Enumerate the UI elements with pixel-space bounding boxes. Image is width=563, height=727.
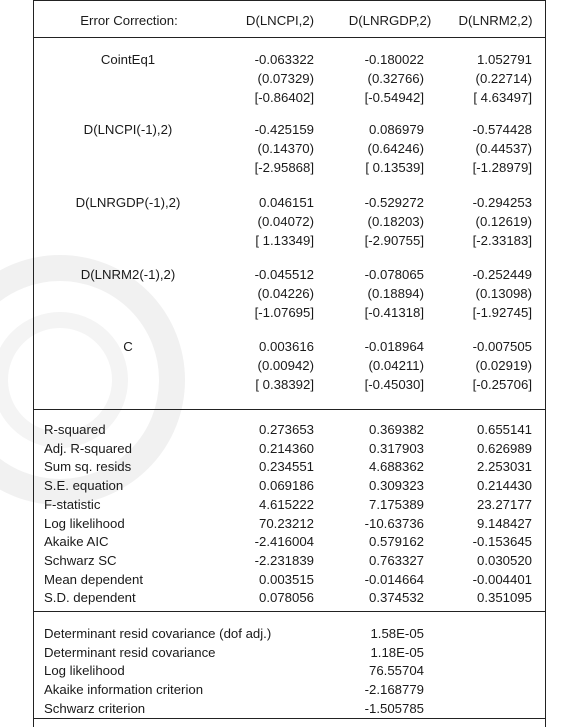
table-left-border	[33, 0, 34, 727]
t-statistic-c1: [-2.95868]	[254, 160, 314, 175]
coefficient-c3: -0.574428	[472, 122, 532, 137]
stat-label: S.E. equation	[44, 478, 124, 494]
stat-label: Log likelihood	[44, 515, 125, 531]
t-statistic-c3: [-0.25706]	[472, 377, 532, 392]
stat-value-c1: 4.615222	[258, 496, 314, 512]
stat-value-c2: 0.579162	[368, 534, 424, 550]
std-error-c1: (0.04226)	[257, 286, 314, 301]
std-error-c3: (0.44537)	[475, 141, 532, 156]
system-stat-value: 76.55704	[368, 663, 424, 679]
row-label: CointEq1	[100, 52, 156, 67]
system-stat-label: Determinant resid covariance (dof adj.)	[44, 626, 272, 641]
std-error-c2: (0.04211)	[368, 358, 424, 373]
coefficient-c3: -0.252449	[472, 267, 532, 282]
stat-value-c1: -2.231839	[254, 552, 314, 568]
t-statistic-c1: [ 1.13349]	[255, 233, 314, 248]
system-stat-label: Schwarz criterion	[44, 700, 146, 716]
stat-value-c3: 0.351095	[476, 590, 532, 606]
std-error-c3: (0.12619)	[475, 214, 532, 229]
std-error-c3: (0.02919)	[475, 358, 532, 373]
stat-value-c2: 0.317903	[368, 440, 424, 456]
t-statistic-c3: [-1.28979]	[472, 160, 532, 175]
stat-value-c3: 9.148427	[476, 515, 532, 531]
stat-label: Adj. R-squared	[44, 440, 132, 456]
coefficient-c2: -0.180022	[364, 52, 424, 67]
system-stat-value: -2.168779	[364, 682, 424, 698]
system-stat-value: -1.505785	[364, 700, 424, 716]
stat-label: Schwarz SC	[44, 552, 117, 568]
system-stat-label: Akaike information criterion	[44, 682, 204, 698]
coefficient-c1: 0.046151	[258, 195, 314, 210]
stat-value-c2: 0.374532	[368, 590, 424, 606]
stat-value-c1: 70.23212	[258, 515, 314, 531]
coefficient-c2: -0.529272	[364, 195, 424, 210]
stat-value-c3: 2.253031	[476, 459, 532, 475]
stat-label: R-squared	[44, 422, 106, 437]
std-error-c3: (0.22714)	[475, 71, 532, 86]
coefficient-c2: -0.078065	[364, 267, 424, 282]
stat-value-c3: 23.27177	[476, 496, 532, 512]
coefficient-c2: -0.018964	[364, 339, 424, 354]
t-statistic-c3: [ 4.63497]	[473, 90, 532, 105]
std-error-c2: (0.18203)	[367, 214, 424, 229]
t-statistic-c2: [ 0.13539]	[365, 160, 424, 175]
coefficients-rule	[33, 409, 546, 410]
stat-label: Sum sq. resids	[44, 459, 132, 475]
stat-value-c3: 0.655141	[476, 422, 532, 437]
stat-value-c2: 7.175389	[368, 496, 424, 512]
std-error-c1: (0.00942)	[257, 358, 314, 373]
row-label: C	[123, 339, 133, 354]
stat-value-c1: 0.214360	[258, 440, 314, 456]
stats-rule	[33, 611, 546, 612]
std-error-c2: (0.18894)	[367, 286, 424, 301]
header-col-2: D(LNRGDP,2)	[348, 13, 432, 28]
coefficient-c1: -0.425159	[254, 122, 314, 137]
coefficient-c3: -0.007505	[472, 339, 532, 354]
row-label: D(LNCPI(-1),2)	[83, 122, 173, 137]
t-statistic-c2: [-0.54942]	[364, 90, 424, 105]
header-error-correction: Error Correction:	[80, 13, 178, 28]
system-stat-label: Log likelihood	[44, 663, 125, 679]
table-top-rule	[33, 0, 546, 1]
stat-value-c1: 0.078056	[258, 590, 314, 606]
stat-value-c3: 0.030520	[476, 552, 532, 568]
coefficient-c1: 0.003616	[258, 339, 314, 354]
stat-label: F-statistic	[44, 496, 101, 512]
stat-value-c3: -0.004401	[472, 571, 532, 587]
stat-value-c3: 0.214430	[476, 478, 532, 494]
stat-value-c3: 0.626989	[476, 440, 532, 456]
t-statistic-c3: [-2.33183]	[472, 233, 532, 248]
stat-value-c1: 0.234551	[258, 459, 314, 475]
coefficient-c2: 0.086979	[368, 122, 424, 137]
stat-value-c1: 0.003515	[258, 571, 314, 587]
t-statistic-c1: [-0.86402]	[254, 90, 314, 105]
stat-label: S.D. dependent	[44, 590, 136, 606]
stat-value-c2: -10.63736	[364, 515, 424, 531]
stat-value-c2: 0.309323	[368, 478, 424, 494]
t-statistic-c3: [-1.92745]	[472, 305, 532, 320]
std-error-c2: (0.32766)	[367, 71, 424, 86]
coefficient-c1: -0.063322	[254, 52, 314, 67]
t-statistic-c2: [-0.41318]	[364, 305, 424, 320]
t-statistic-c1: [-1.07695]	[254, 305, 314, 320]
row-label: D(LNRGDP(-1),2)	[75, 195, 181, 210]
stat-value-c3: -0.153645	[472, 534, 532, 550]
t-statistic-c1: [ 0.38392]	[255, 377, 314, 392]
system-stat-value: 1.58E-05	[370, 626, 424, 641]
coefficient-c3: 1.052791	[476, 52, 532, 67]
stat-label: Mean dependent	[44, 571, 143, 587]
table-right-border	[545, 0, 546, 727]
stat-value-c2: 0.763327	[368, 552, 424, 568]
t-statistic-c2: [-2.90755]	[364, 233, 424, 248]
t-statistic-c2: [-0.45030]	[364, 377, 424, 392]
stat-value-c2: 0.369382	[368, 422, 424, 437]
system-stat-value: 1.18E-05	[370, 644, 424, 660]
header-rule	[33, 37, 546, 38]
stat-value-c2: 4.688362	[368, 459, 424, 475]
stat-value-c1: -2.416004	[254, 534, 314, 550]
system-stat-label: Determinant resid covariance	[44, 644, 216, 660]
stat-value-c2: -0.014664	[364, 571, 424, 587]
std-error-c2: (0.64246)	[367, 141, 424, 156]
row-label: D(LNRM2(-1),2)	[80, 267, 176, 282]
coefficient-c1: -0.045512	[254, 267, 314, 282]
std-error-c1: (0.04072)	[257, 214, 314, 229]
std-error-c1: (0.14370)	[257, 141, 314, 156]
header-col-3: D(LNRM2,2)	[458, 13, 533, 28]
coefficient-c3: -0.294253	[472, 195, 532, 210]
stat-value-c1: 0.273653	[258, 422, 314, 437]
stat-value-c1: 0.069186	[258, 478, 314, 494]
header-col-1: D(LNCPI,2)	[245, 13, 315, 28]
std-error-c1: (0.07329)	[257, 71, 314, 86]
stat-label: Akaike AIC	[44, 534, 109, 550]
std-error-c3: (0.13098)	[475, 286, 532, 301]
